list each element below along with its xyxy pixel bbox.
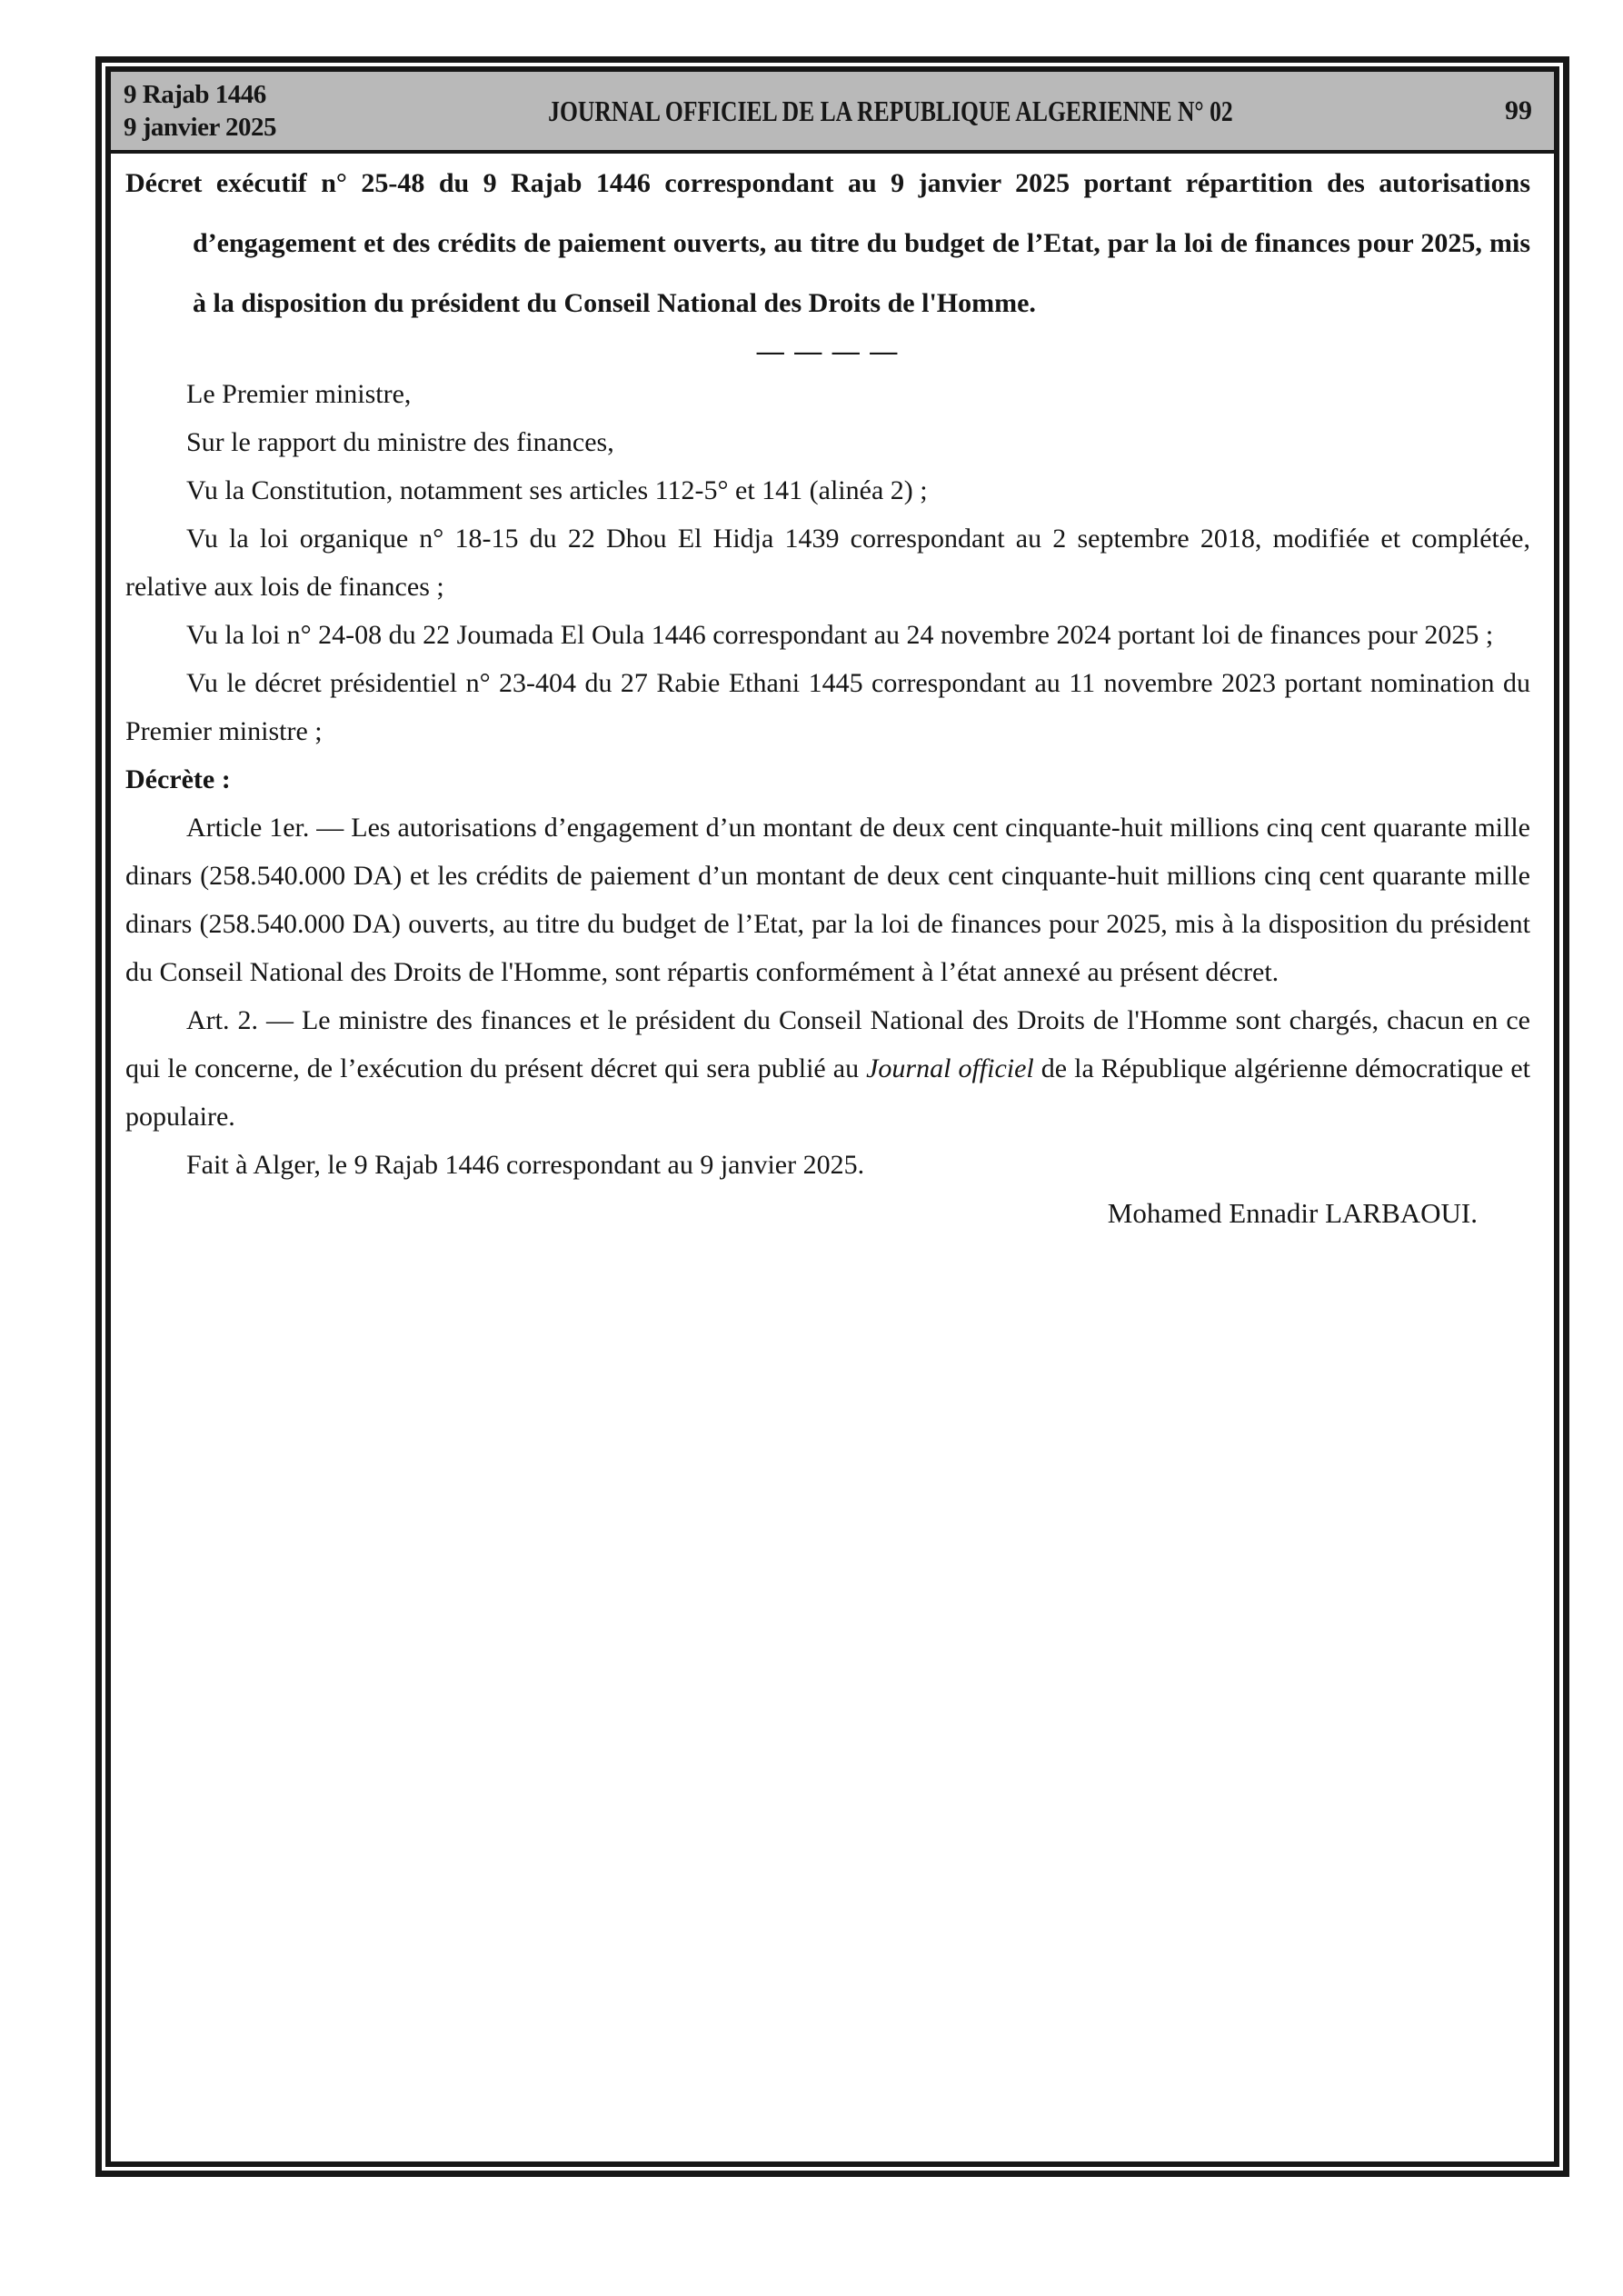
hijri-date: 9 Rajab 1446 xyxy=(124,80,266,109)
journal-officiel-italic: Journal officiel xyxy=(866,1053,1034,1083)
article-2-paragraph xyxy=(125,996,1530,1141)
page-frame-inner xyxy=(105,66,1559,2167)
journal-title-text: JOURNAL OFFICIEL DE LA REPUBLIQUE ALGERIENNE N° 02 xyxy=(548,94,1233,127)
article-2-text-after: de la République algérienne démocratique et populaire. xyxy=(125,1053,1531,1132)
preamble-paragraph: Vu le décret présidentiel n° 23-404 du 27 Rabie Ethani 1445 correspondant au 11 novembre 2023 portant nomination du Premier ministre ; xyxy=(125,668,1530,746)
article-1-paragraph: Article 1er. — Les autorisations d’engagement d’un montant de deux cent cinquante-huit millions cinq cent quarante mille dinars (258.540.000 DA) et les crédits de paiement d’un montant de deux cent cinquante-huit millions cinq cent quarante mille dinars (258.540.000 DA) ouverts, au titre du budget de l’Etat, par la loi de finances pour 2025, mis à la disposition du président du Conseil National des Droits de l'Homme, sont répartis conformément à l’état annexé au présent décret. xyxy=(125,813,1530,987)
journal-title xyxy=(276,95,1505,128)
signature-place-date: Fait à Alger, le 9 Rajab 1446 correspondant au 9 janvier 2025. xyxy=(186,1150,865,1180)
preamble-paragraph: Le Premier ministre, xyxy=(186,379,412,409)
signatory-name: Mohamed Ennadir LARBAOUI. xyxy=(1107,1197,1478,1229)
decrete-heading: Décrète : xyxy=(125,764,231,794)
decree-title: Décret exécutif n° 25-48 du 9 Rajab 1446 correspondant au 9 janvier 2025 portant répartition des autorisations d’engagement et des crédits de paiement ouverts, au titre du budget de l’Etat, par la loi de finances pour 2025, mis à la disposition du président du Conseil National des Droits de l'Homme. xyxy=(125,168,1530,318)
page-header xyxy=(111,72,1554,154)
issue-dates xyxy=(111,78,276,144)
preamble-paragraph: Vu la loi organique n° 18-15 du 22 Dhou El Hidja 1439 correspondant au 2 septembre 2018, modifiée et complétée, relative aux lois de finances ; xyxy=(125,524,1530,602)
preamble-paragraph: Sur le rapport du ministre des finances, xyxy=(186,427,614,457)
preamble-paragraph: Vu la loi n° 24-08 du 22 Joumada El Oula 1446 correspondant au 24 novembre 2024 portant loi de finances pour 2025 ; xyxy=(186,620,1494,650)
page-number: 99 xyxy=(1505,95,1532,125)
preamble-paragraph: Vu la Constitution, notamment ses articles 112-5° et 141 (alinéa 2) ; xyxy=(186,475,928,505)
page-frame xyxy=(95,56,1569,2177)
decree-body xyxy=(111,154,1554,2161)
gregorian-date: 9 janvier 2025 xyxy=(124,113,277,142)
article-2-text-before: Art. 2. — Le ministre des finances et le président du Conseil National des Droits de l'Homme sont chargés, chacun en ce qui le concerne, de l’exécution du présent décret qui sera publié au xyxy=(125,1005,1530,1083)
section-separator: — — — — xyxy=(756,336,900,366)
